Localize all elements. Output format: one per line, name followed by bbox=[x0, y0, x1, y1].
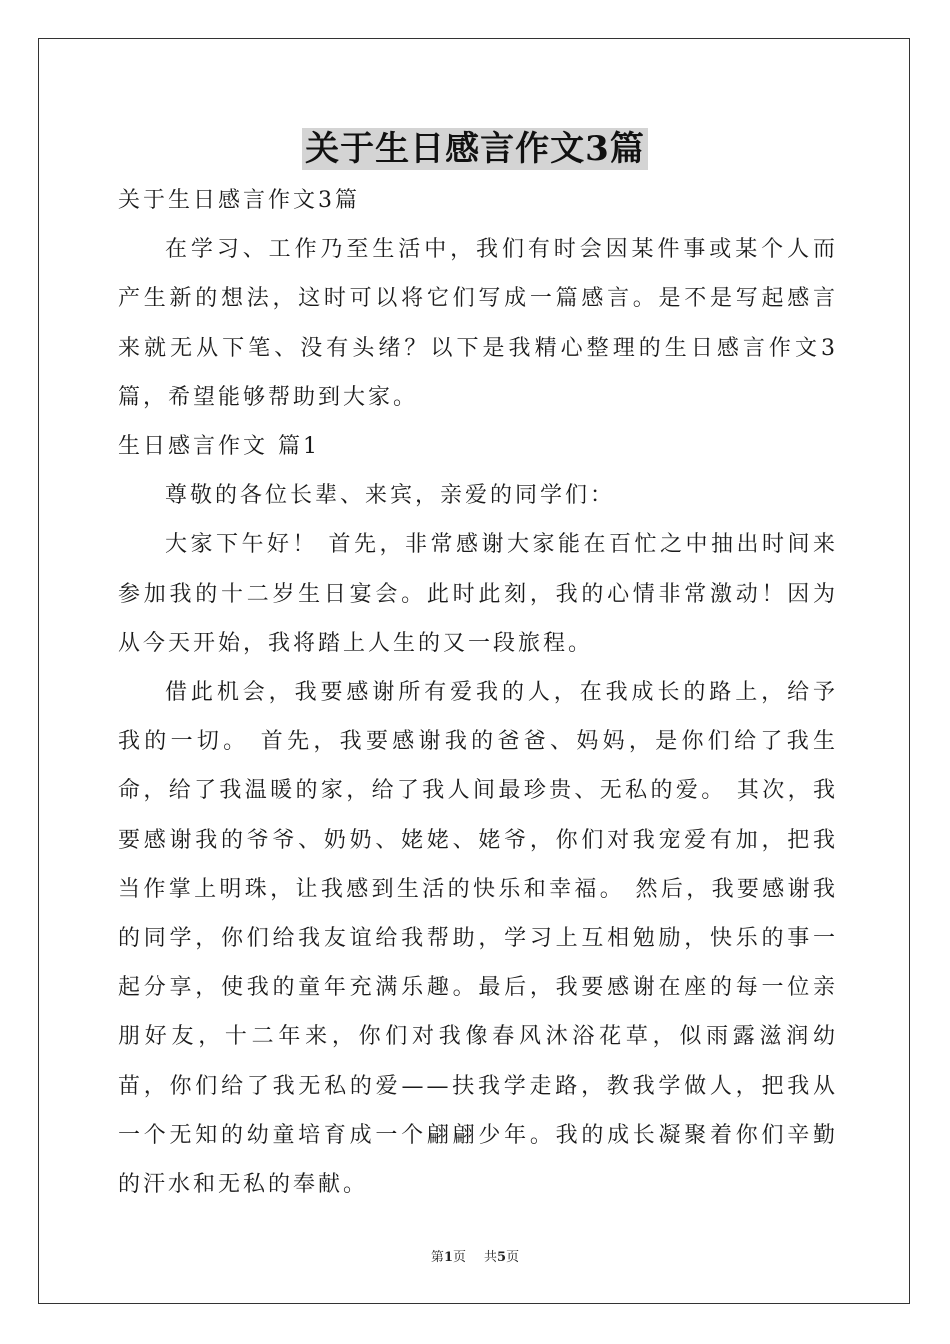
intro-paragraph: 在学习、工作乃至生活中，我们有时会因某件事或某个人而产生新的想法，这时可以将它们写成一篇感言。是不是写起感言来就无从下笔、没有头绪？以下是我精心整理的生日感言作文3篇，希望能够帮助到大家。 bbox=[118, 237, 838, 410]
thanks-paragraph: 借此机会，我要感谢所有爱我的人，在我成长的路上，给予我的一切。 首先，我要感谢我的爸爸、妈妈，是你们给了我生命，给了我温暖的家，给了我人间最珍贵、无私的爱。 其次，我要感谢我的爷爷、奶奶、姥姥、姥爷，你们对我宠爱有加，把我当作掌上明珠，让我感到生活的快乐和幸福。 然后，我要感谢我的同学，你们给我友谊给我帮助，学习上互相勉励，快乐的事一起分享，使我的童年充满乐趣。最后，我要感谢在座的每一位亲朋好友，十二年来，你们对我像春风沐浴花草，似雨露滋润幼苗，你们给了我无私的爱——扶我学走路，教我学做人，把我从一个无知的幼童培育成一个翩翩少年。我的成长凝聚着你们辛勤的汗水和无私的奉献。 bbox=[118, 680, 838, 1198]
document-title bbox=[0, 128, 950, 170]
page-total: 5 bbox=[497, 1250, 507, 1265]
section-heading: 生日感言作文 篇1 bbox=[118, 434, 320, 460]
page-suffix: 页 bbox=[452, 1250, 466, 1265]
page-prefix: 第 bbox=[430, 1250, 444, 1265]
total-suffix: 页 bbox=[506, 1250, 520, 1265]
salutation-paragraph: 尊敬的各位长辈、来宾，亲爱的同学们： bbox=[165, 483, 616, 509]
page-current: 1 bbox=[443, 1250, 453, 1265]
greeting-paragraph: 大家下午好！ 首先，非常感谢大家能在百忙之中抽出时间来参加我的十二岁生日宴会。此时此刻，我的心情非常激动！因为从今天开始，我将踏上人生的又一段旅程。 bbox=[118, 532, 838, 656]
document-body bbox=[118, 176, 838, 1209]
subtitle-line: 关于生日感言作文3篇 bbox=[118, 188, 360, 213]
page-footer bbox=[0, 1246, 950, 1265]
total-prefix: 共 bbox=[484, 1250, 498, 1265]
document-title-text: 关于生日感言作文3篇 bbox=[302, 128, 648, 170]
